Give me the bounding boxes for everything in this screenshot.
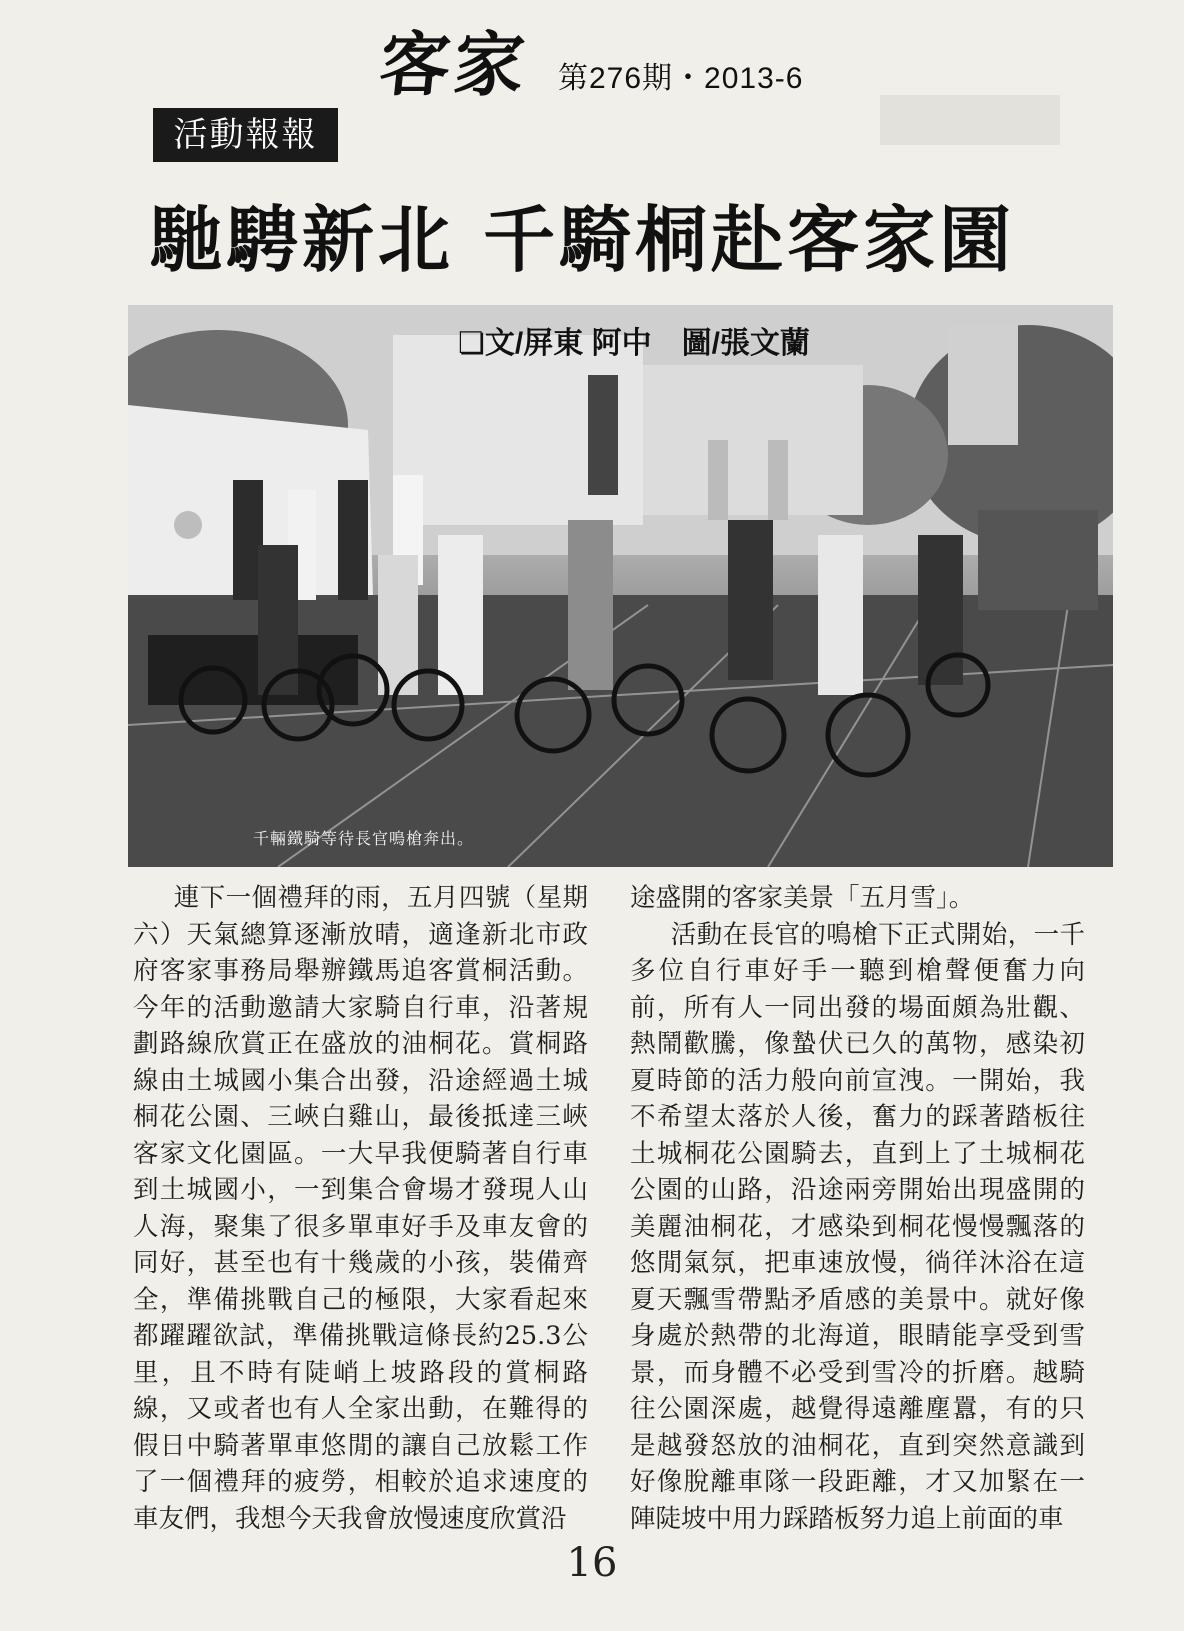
article-paragraph: 連下一個禮拜的雨，五月四號（星期六）天氣總算逐漸放晴，適逢新北市政府客家事務局舉辦鐵馬追客賞桐活動。今年的活動邀請大家騎自行車，沿著規劃路線欣賞正在盛放的油桐花。賞桐路線由土城國小集合出發，沿途經過土城桐花公園、三峽白雞山，最後抵達三峽客家文化園區。一大早我便騎著自行車到土城國小，一到集合會場才發現人山人海，聚集了很多單車好手及車友會的同好，甚至也有十幾歲的小孩，裝備齊全，準備挑戰自己的極限，大家看起來都躍躍欲試，準備挑戰這條長約25.3公里，且不時有陡峭上坡路段的賞桐路線，又或者也有人全家出動，在難得的假日中騎著單車悠閒的讓自己放鬆工作了一個禮拜的疲勞，相較於追求速度的車友們，我想今天我會放慢速度欣賞沿	[133, 883, 588, 1534]
magazine-logo: 客家	[375, 23, 533, 106]
byline	[458, 318, 810, 362]
masthead	[375, 23, 860, 106]
article-paragraph: 途盛開的客家美景「五月雪」。	[630, 883, 975, 913]
photo-caption: 千輛鐵騎等待長官鳴槍奔出。	[253, 831, 475, 848]
article-paragraph: 活動在長官的鳴槍下正式開始，一千多位自行車好手一聽到槍聲便奮力向前，所有人一同出發的場面頗為壯觀、熱鬧歡騰，像蟄伏已久的萬物，感染初夏時節的活力般向前宣洩。一開始，我不希望太落於人後，奮力的踩著踏板往土城桐花公園騎去，直到上了土城桐花公園的山路，沿途兩旁開始出現盛開的美麗油桐花，才感染到桐花慢慢飄落的悠閒氣氛，把車速放慢，徜徉沐浴在這夏天飄雪帶點矛盾感的美景中。就好像身處於熱帶的北海道，眼睛能享受到雪景，而身體不必受到雪冷的折磨。越騎往公園深處，越覺得遠離塵囂，有的只是越發怒放的油桐花，直到突然意識到好像脫離車隊一段距離，才又加緊在一陣陡坡中用力踩踏板努力追上前面的車	[630, 919, 1085, 1534]
headline: 馳騁新北 千騎桐赴客家園	[150, 197, 1016, 282]
section-tag: 活動報報	[153, 108, 338, 162]
issue-info: 第276期・2013-6	[558, 62, 804, 95]
page-number: 16	[566, 1540, 618, 1586]
bleed-through-shadow	[880, 95, 1060, 145]
event-photo	[128, 305, 1113, 867]
photo-illustration	[128, 305, 1113, 867]
square-bullet-icon: ❏	[458, 326, 485, 361]
byline-text: 文/屏東 阿中 圖/張文蘭	[484, 327, 810, 360]
article-column-left	[133, 880, 588, 1537]
article-column-right	[630, 880, 1085, 1537]
